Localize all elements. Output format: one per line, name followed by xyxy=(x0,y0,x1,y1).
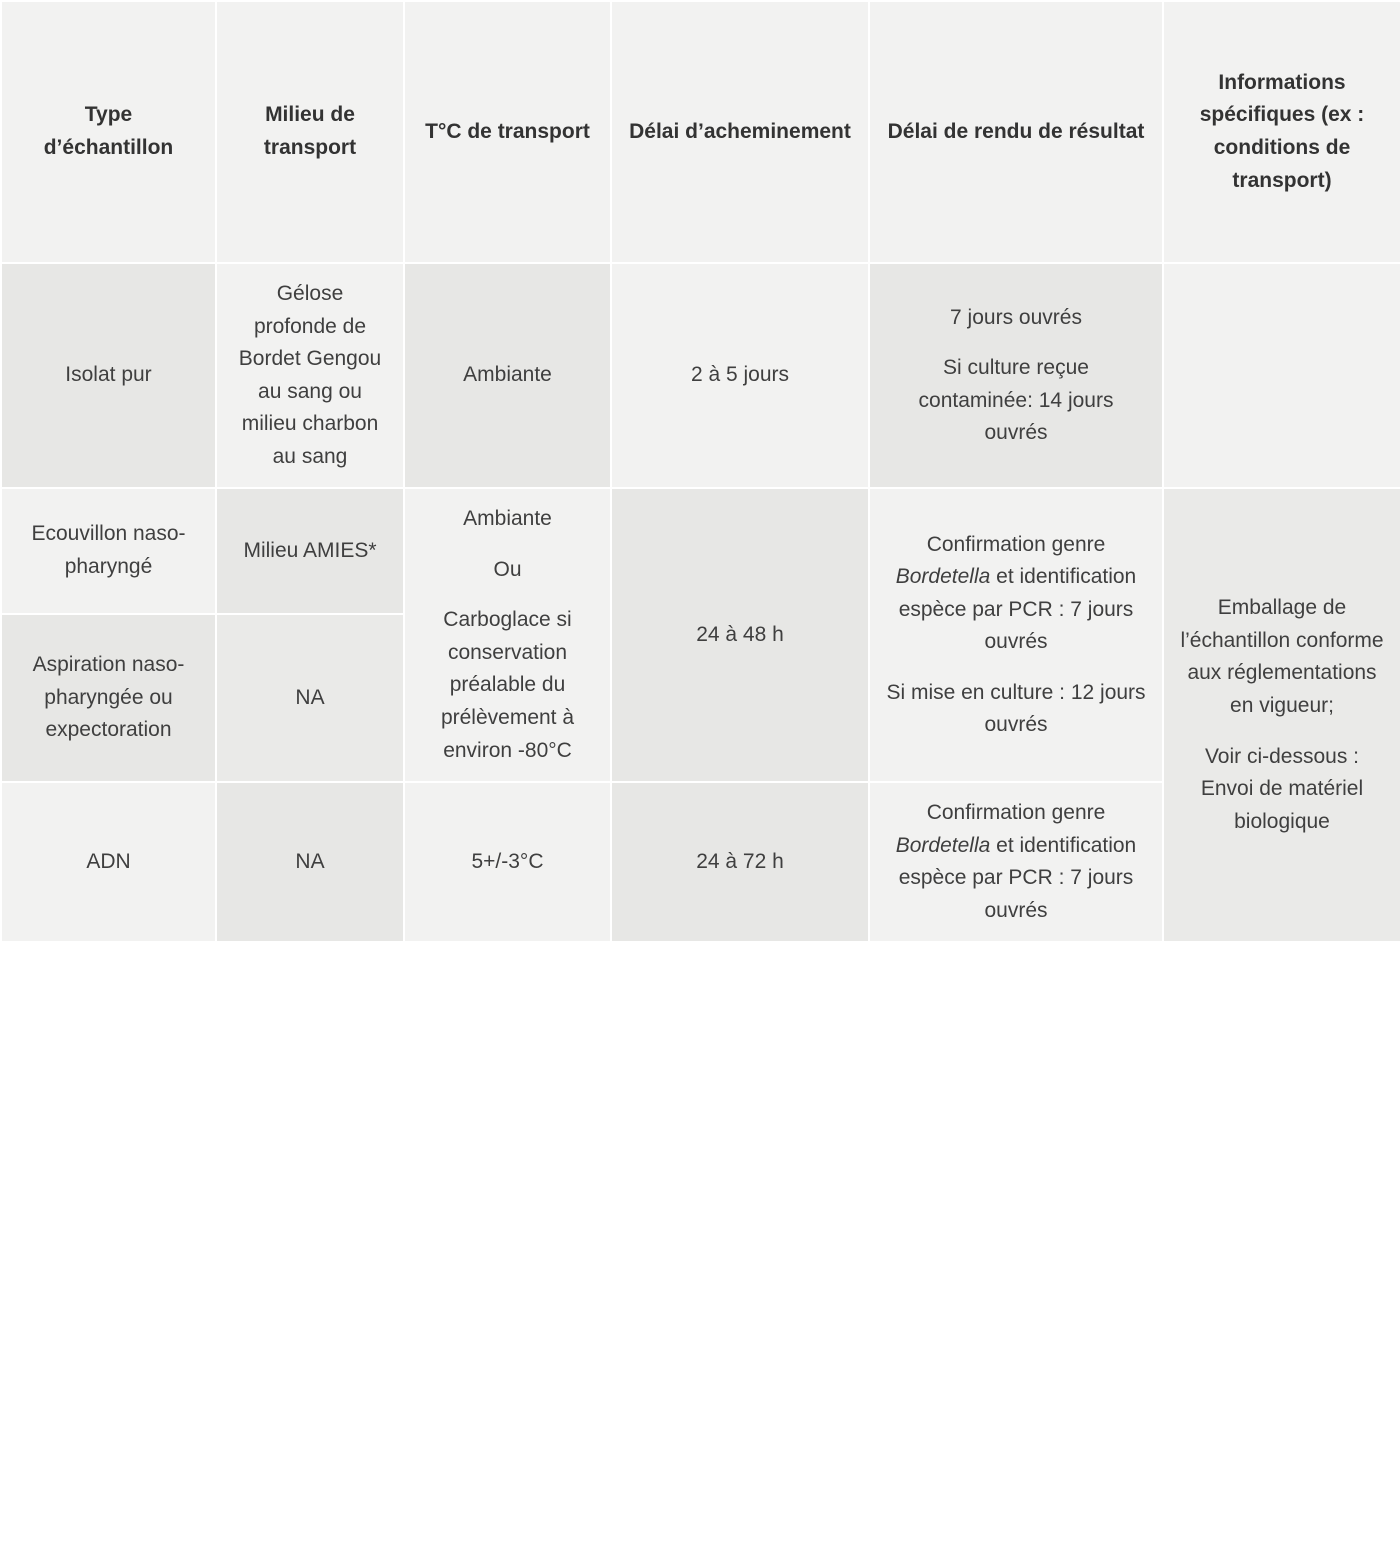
result-adn-text xyxy=(886,797,1146,927)
cell-delivery-isolat: 2 à 5 jours xyxy=(611,263,869,488)
temperature-line1: Ambiante xyxy=(463,507,552,531)
result-adn-italic: Bordetella xyxy=(895,833,991,857)
temperature-line2: Ou xyxy=(493,557,522,581)
result-adn-suffix: et identification espèce par PCR : 7 jours ouvrés xyxy=(898,833,1137,922)
header-transport-medium: Milieu de transport xyxy=(216,1,404,263)
header-delivery-delay: Délai d’acheminement xyxy=(611,1,869,263)
cell-medium-aspiration: NA xyxy=(216,614,404,782)
header-specific-information: Informations spécifiques (ex : conditions de transport) xyxy=(1163,1,1400,263)
cell-medium-ecouvillon: Milieu AMIES* xyxy=(216,488,404,613)
table-row xyxy=(1,488,1400,613)
cell-sample-type-isolat: Isolat pur xyxy=(1,263,216,488)
header-row xyxy=(1,1,1400,263)
info-packaging: Emballage de l’échantillon conforme aux réglementations en vigueur; xyxy=(1180,596,1384,718)
info-shipping-reference: Voir ci-dessous : Envoi de matériel biologique xyxy=(1200,744,1364,833)
cell-medium-adn: NA xyxy=(216,782,404,942)
cell-sample-type-aspiration: Aspiration naso-pharyngée ou expectoration xyxy=(1,614,216,782)
cell-delivery-adn: 24 à 72 h xyxy=(611,782,869,942)
result-isolat-line1: 7 jours ouvrés xyxy=(950,305,1082,329)
temperature-line3: Carboglace si conservation préalable du prélèvement à environ -80°C xyxy=(440,608,575,762)
cell-sample-type-ecouvillon: Ecouvillon naso-pharyngé xyxy=(1,488,216,613)
cell-result-adn xyxy=(869,782,1163,942)
header-transport-temperature: T°C de transport xyxy=(404,1,611,263)
cell-medium-isolat: Gélose profonde de Bordet Gengou au sang ou milieu charbon au sang xyxy=(216,263,404,488)
result-merged-suffix: et identification espèce par PCR : 7 jours ouvrés xyxy=(898,565,1137,654)
result-merged-prefix: Confirmation genre xyxy=(926,532,1106,556)
header-sample-type: Type d’échantillon xyxy=(1,1,216,263)
cell-temperature-isolat: Ambiante xyxy=(404,263,611,488)
cell-temperature-merged xyxy=(404,488,611,782)
result-isolat-line2: Si culture reçue contaminée: 14 jours ouvrés xyxy=(918,356,1114,445)
result-merged-italic: Bordetella xyxy=(895,565,991,589)
cell-sample-type-adn: ADN xyxy=(1,782,216,942)
table-body xyxy=(1,263,1400,942)
table-header xyxy=(1,1,1400,263)
result-merged-line2: Si mise en culture : 12 jours ouvrés xyxy=(886,680,1146,737)
table-row xyxy=(1,263,1400,488)
result-merged-line1 xyxy=(886,529,1146,659)
cell-info-empty xyxy=(1163,263,1400,488)
cell-result-isolat xyxy=(869,263,1163,488)
cell-delivery-merged: 24 à 48 h xyxy=(611,488,869,782)
cell-temperature-adn: 5+/-3°C xyxy=(404,782,611,942)
cell-result-merged xyxy=(869,488,1163,782)
header-result-delay: Délai de rendu de résultat xyxy=(869,1,1163,263)
result-adn-prefix: Confirmation genre xyxy=(926,801,1106,825)
cell-info-merged xyxy=(1163,488,1400,942)
